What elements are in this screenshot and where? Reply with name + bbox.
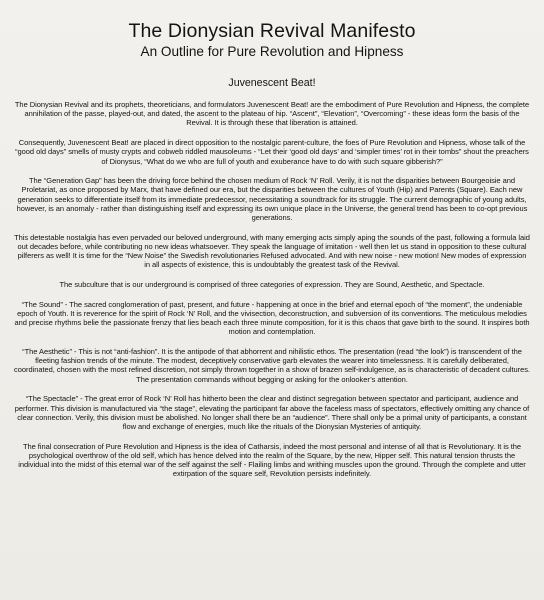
paragraph-catharsis: The final consecration of Pure Revolution and Hipness is the idea of Catharsis, indeed the most personal and intense of all that is Revolutionary. It is the psychological overthrow of the old self, which has hence delved into the realm of the Square, by the new, Hipper self. This natural tension thrusts the individual into the midst of this eternal war of the self against the self - Flailing limbs and writhing muscles upon the ground. Through the complete and utter extirpation of the square self, Revolution persists indefinitely. [18,441,526,479]
paragraph-opposition: Consequently, Juvenescent Beat! are placed in direct opposition to the nostalgic parent-culture, the foes of Pure Revolution and Hipness, whose talk of the “good old days” smells of musty crypts and cobweb riddled mausoleums - “Let their ‘good old days’ and ‘simpler times’ rot in their tombs” shout the preachers of Dionysus, “What do we who are full of youth and exuberance have to do with such square gibberish?” [15,138,529,166]
paragraph-introduction: The Dionysian Revival and its prophets, theoreticians, and formulators Juvenescent Beat! are the embodiment of Pure Revolution and Hipness, the complete annihilation of the passe, played-out, and dated, the ascent to the plateau of hip. “Ascent”, “Elevation”, “Overcoming” - these ideas form the basis of the Revival. It is through these that liberation is attained. [14,100,530,128]
paragraph-the-sound: “The Sound” - The sacred conglomeration of past, present, and future - happening at once in the brief and eternal epoch of “the moment”, the undeniable epoch of Youth. It is reverence for the spirit of Rock ‘N’ Roll, and the vivisection, deconstruction, and subversion of its conventions. The meticulous melodies and precise rhythms belie the passionate frenzy that lies beach each three minute composition, for it is this chaos that gave birth to the sound. It inspires both motion and contemplation. [14,299,530,337]
document-subtitle: An Outline for Pure Revolution and Hipness [140,44,404,59]
paragraph-subculture-categories: The subculture that is our underground is comprised of three categories of expression. They are Sound, Aesthetic, and Spectacle. [59,280,485,290]
paragraph-the-aesthetic: “The Aesthetic” - This is not “anti-fashion”. It is the antipode of that abhorrent and nihilistic ethos. The presentation (read “the look”) is transcendent of the fleeting fashion trends of the minute. The modest, deceptively conservative garb elevates the wearer into timelessness. It is carefully deliberated, coordinated, chosen with the most refined discretion, not simply thrown together in a show of brazen self-indulgence, as is characteristic of decadent cultures. The presentation commands without begging or asking for the onlooker’s attention. [14,347,530,384]
paragraph-nostalgia: This detestable nostalgia has even pervaded our beloved underground, with many emerging acts simply aping the sounds of the past, following a formula laid out decades before, while contributing no new ideas whatsoever. They speak the language of imitation - well then let us stand in opposition to these cultural pilferers as well! It is time for the “New Noise” the Swedish revolutionaries Refused advocated. And with new noise - new motion! New modes of expression in all aspects of existence, this is undoubtably the greatest task of the Revival. [14,232,530,270]
paragraph-the-spectacle: “The Spectacle” - The great error of Rock ‘N’ Roll has hitherto been the clear and distinct segregation between spectator and participant, audience and performer. This division is manufactured via “the stage”, elevating the participant far above the faceless mass of spectators, effectively omitting any chance of clear connection. Verily, this division must be abolished. No longer shall there be an “audience”. There shall only be a primal unity of participants, a constant flow and exchange of energies, much like the rituals of the Dionysian Mysteries of antiquity. [14,394,530,431]
section-heading: Juvenescent Beat! [228,77,316,89]
paragraph-generation-gap: The “Generation Gap” has been the driving force behind the chosen medium of Rock ‘N’ Roll. Verily, it is not the disparities between Bourgeoisie and Proletariat, as once proposed by Marx, that have defined our era, but the disparities between the cultures of Youth (Hip) and Parents (Square). Each new generation seeks to differentiate itself from its immediate predecessor, necessitating a soundtrack for its struggle. The current demographic of young adults, however, is an anomaly - rather than distinguishing itself and expressing its own unique place in the Universe, the general trend has been to co-opt previous generations. [16,176,528,223]
manifesto-body [14,100,530,479]
document-title: The Dionysian Revival Manifesto [128,20,416,42]
